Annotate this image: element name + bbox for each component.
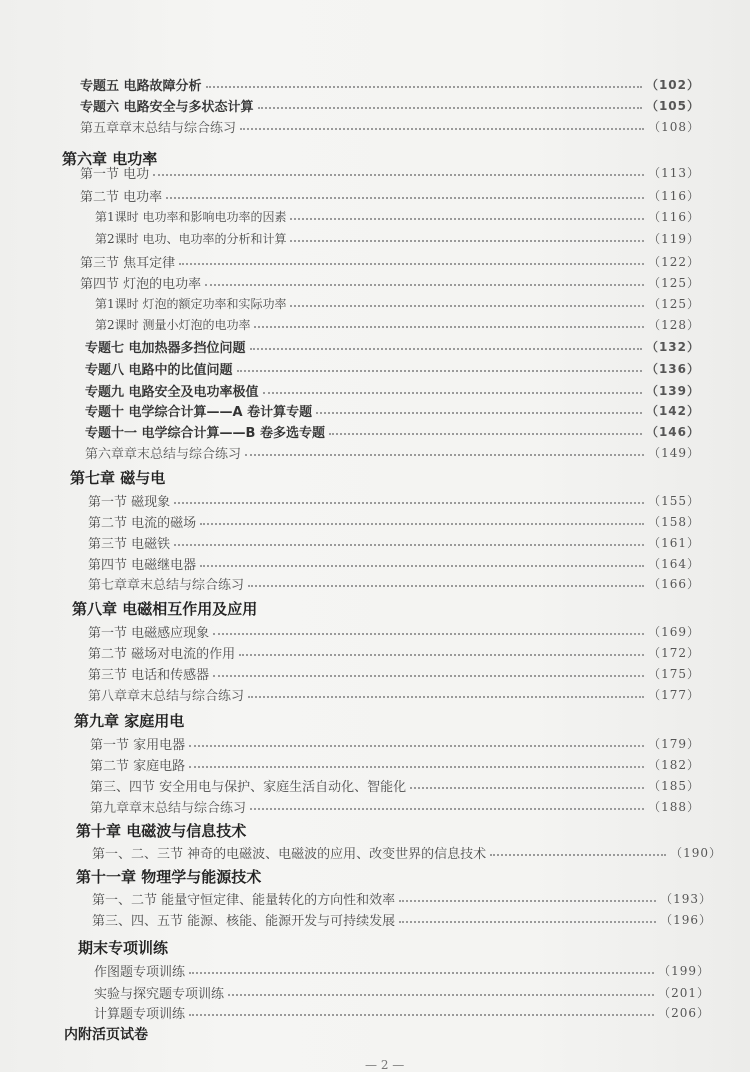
page-number: — 2 — (365, 1058, 405, 1072)
toc-entry: 第2课时 测量小灯泡的电功率 （128） (95, 317, 700, 332)
toc-entry: 专题六 电路安全与多状态计算 （105） (80, 98, 700, 115)
toc-entry: 实验与探究题专项训练 （201） (94, 985, 710, 1002)
toc-entry: 第一节 家用电器 （179） (90, 736, 700, 753)
toc-entry: 第五章章末总结与综合练习 （108） (80, 119, 700, 136)
chapter-heading: 第十一章 物理学与能源技术 (76, 868, 262, 886)
toc-entry: 第三节 电话和传感器 （175） (88, 666, 700, 683)
toc-entry: 第二节 磁场对电流的作用 （172） (88, 645, 700, 662)
toc-entry: 第三、四、五节 能源、核能、能源开发与可持续发展 （196） (92, 912, 712, 929)
chapter-heading: 期末专项训练 (78, 939, 169, 957)
toc-entry: 第三、四节 安全用电与保护、家庭生活自动化、智能化 （185） (90, 778, 700, 795)
chapter-heading: 内附活页试卷 (64, 1027, 148, 1043)
toc-entry: 第一、二、三节 神奇的电磁波、电磁波的应用、改变世界的信息技术 （190） (92, 845, 722, 862)
toc-entry: 第1课时 电功率和影响电功率的因素 （116） (95, 209, 700, 224)
toc-entry: 第2课时 电功、电功率的分析和计算 （119） (95, 231, 700, 246)
toc-entry: 专题七 电加热器多挡位问题 （132） (85, 339, 700, 356)
toc-entry: 第九章章末总结与综合练习 （188） (90, 799, 700, 816)
toc-entry: 第一节 磁现象 （155） (88, 493, 700, 510)
toc-entry: 第二节 电流的磁场 （158） (88, 514, 700, 531)
toc-entry: 专题八 电路中的比值问题 （136） (85, 361, 700, 378)
toc-entry: 专题十 电学综合计算——A 卷计算专题 （142） (85, 403, 700, 420)
toc-entry: 作图题专项训练 （199） (94, 963, 710, 980)
chapter-heading: 第六章 电功率 (62, 150, 158, 168)
toc-entry: 第四节 电磁继电器 （164） (88, 556, 700, 573)
toc-entry: 第一节 电功 （113） (80, 165, 700, 182)
toc-entry: 计算题专项训练 （206） (94, 1005, 710, 1022)
chapter-heading: 第七章 磁与电 (70, 469, 166, 487)
toc-entry: 第八章章末总结与综合练习 （177） (88, 687, 700, 704)
chapter-heading: 第八章 电磁相互作用及应用 (72, 600, 258, 618)
chapter-heading: 第十章 电磁波与信息技术 (76, 822, 247, 840)
toc-entry: 第一、二节 能量守恒定律、能量转化的方向性和效率 （193） (92, 891, 712, 908)
toc-entry: 专题五 电路故障分析 （102） (80, 77, 700, 94)
toc-entry: 第二节 电功率 （116） (80, 188, 700, 205)
toc-entry: 第三节 焦耳定律 （122） (80, 254, 700, 271)
toc-entry: 专题九 电路安全及电功率极值 （139） (85, 383, 700, 400)
toc-entry: 第三节 电磁铁 （161） (88, 535, 700, 552)
toc-entry: 第七章章末总结与综合练习 （166） (88, 576, 700, 593)
toc-entry: 第一节 电磁感应现象 （169） (88, 624, 700, 641)
toc-entry: 第1课时 灯泡的额定功率和实际功率 （125） (95, 296, 700, 311)
toc-entry: 第四节 灯泡的电功率 （125） (80, 275, 700, 292)
chapter-heading: 第九章 家庭用电 (74, 712, 185, 730)
toc-entry: 第六章章末总结与综合练习 （149） (85, 445, 700, 462)
toc-entry: 第二节 家庭电路 （182） (90, 757, 700, 774)
toc-entry: 专题十一 电学综合计算——B 卷多选专题 （146） (85, 424, 700, 441)
